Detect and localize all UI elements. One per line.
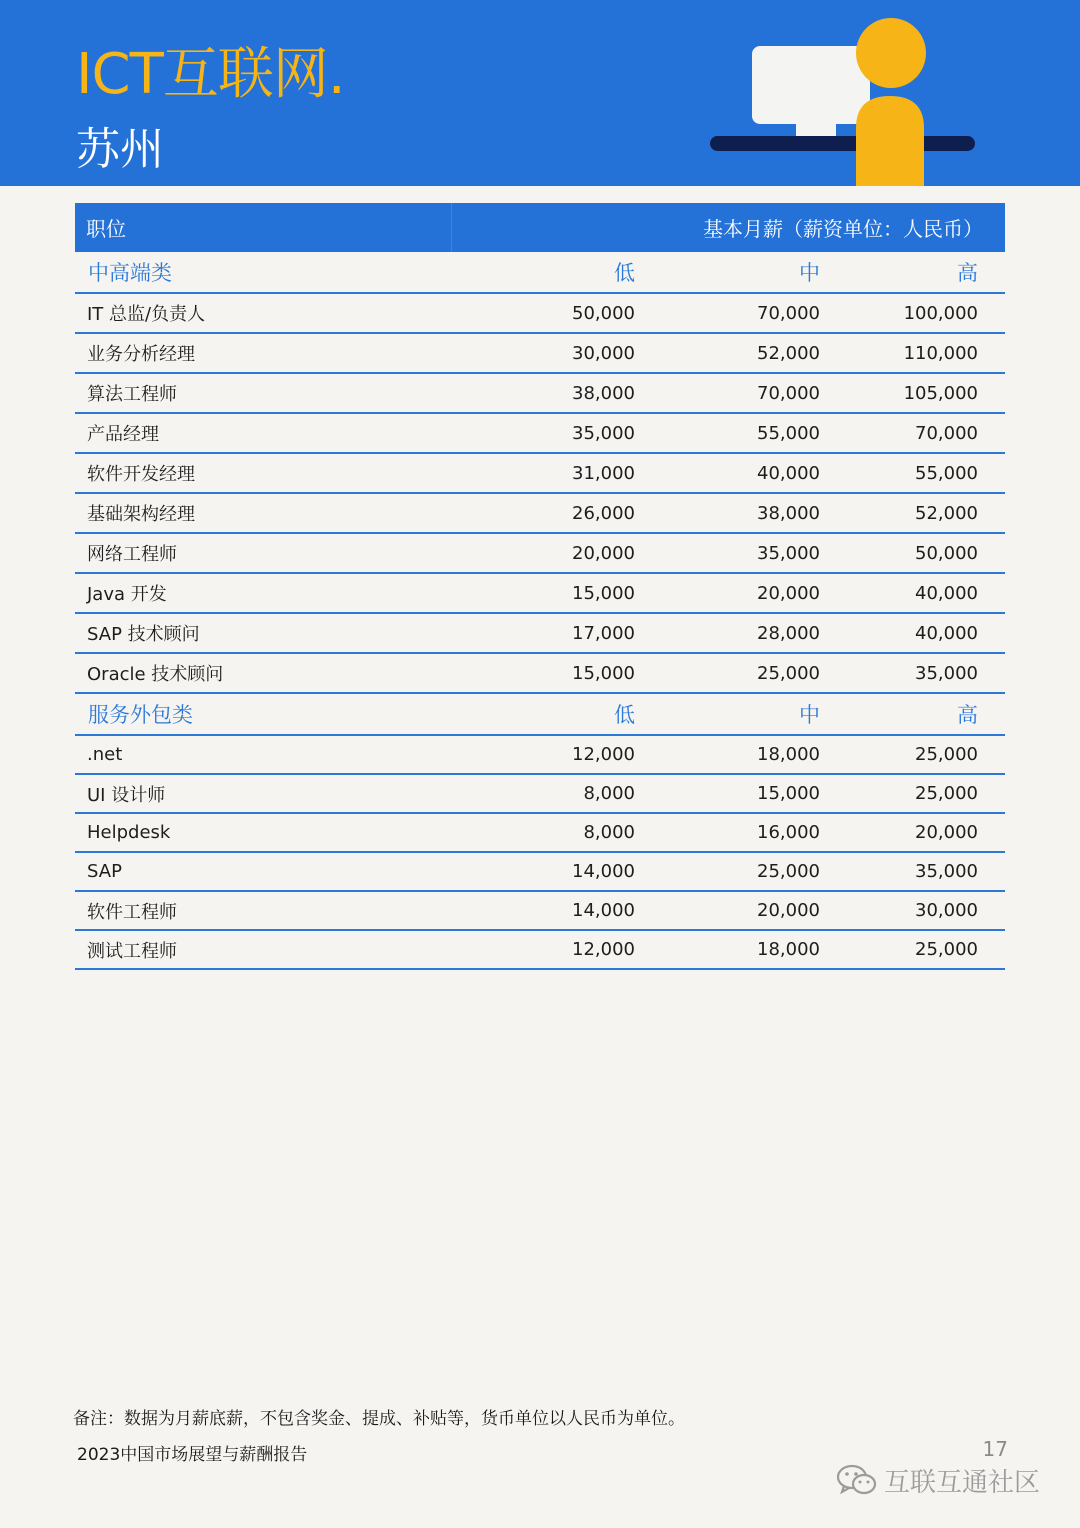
section-high-end [75,252,1005,693]
section-name: 服务外包类 [75,693,451,735]
salary-high-cell: 70,000 [820,413,1005,453]
salary-high-cell: 25,000 [820,735,1005,774]
salary-low-cell: 15,000 [451,573,635,613]
salary-mid-cell: 15,000 [635,774,820,813]
salary-low-cell: 14,000 [451,891,635,930]
position-cell: UI 设计师 [75,774,451,813]
salary-high-cell: 55,000 [820,453,1005,493]
salary-mid-cell: 28,000 [635,613,820,653]
salary-low-cell: 50,000 [451,293,635,333]
table-row [75,774,1005,813]
table-row [75,493,1005,533]
salary-mid-cell: 18,000 [635,735,820,774]
position-cell: SAP 技术顾问 [75,613,451,653]
section-header-row [75,693,1005,735]
salary-mid-cell: 70,000 [635,293,820,333]
table-row [75,813,1005,852]
level-label: 中 [635,693,820,735]
footnote: 备注：数据为月薪底薪，不包含奖金、提成、补贴等，货币单位以人民币为单位。 [73,1409,685,1429]
salary-mid-cell: 25,000 [635,653,820,693]
position-cell: Helpdesk [75,813,451,852]
salary-low-cell: 20,000 [451,533,635,573]
salary-low-cell: 8,000 [451,774,635,813]
salary-high-cell: 105,000 [820,373,1005,413]
salary-low-cell: 15,000 [451,653,635,693]
table-row [75,453,1005,493]
salary-mid-cell: 55,000 [635,413,820,453]
salary-mid-cell: 20,000 [635,891,820,930]
salary-high-cell: 35,000 [820,653,1005,693]
salary-low-cell: 12,000 [451,930,635,969]
level-label: 低 [451,252,635,293]
position-cell: 算法工程师 [75,373,451,413]
salary-low-cell: 38,000 [451,373,635,413]
position-cell: Oracle 技术顾问 [75,653,451,693]
page-number: 17 [982,1437,1008,1461]
table-row [75,653,1005,693]
salary-mid-cell: 38,000 [635,493,820,533]
position-cell: 软件工程师 [75,891,451,930]
salary-low-cell: 12,000 [451,735,635,774]
salary-high-cell: 50,000 [820,533,1005,573]
salary-low-cell: 31,000 [451,453,635,493]
position-cell: 测试工程师 [75,930,451,969]
section-outsourcing [75,693,1005,969]
salary-high-cell: 30,000 [820,891,1005,930]
position-cell: 基础架构经理 [75,493,451,533]
level-label: 高 [820,693,1005,735]
salary-low-cell: 14,000 [451,852,635,891]
table-row [75,891,1005,930]
salary-high-cell: 40,000 [820,613,1005,653]
salary-high-cell: 40,000 [820,573,1005,613]
table-row [75,852,1005,891]
page-title: ICT互联网. [76,42,345,107]
salary-mid-cell: 35,000 [635,533,820,573]
salary-mid-cell: 25,000 [635,852,820,891]
salary-low-cell: 35,000 [451,413,635,453]
report-name: 2023中国市场展望与薪酬报告 [77,1445,308,1465]
table-row [75,333,1005,373]
salary-high-cell: 20,000 [820,813,1005,852]
city-title: 苏州 [76,124,164,175]
salary-mid-cell: 20,000 [635,573,820,613]
section-name: 中高端类 [75,252,451,293]
table-row [75,613,1005,653]
position-cell: 业务分析经理 [75,333,451,373]
salary-low-cell: 17,000 [451,613,635,653]
watermark-text: 互联互通社区 [884,1467,1041,1498]
salary-high-cell: 25,000 [820,774,1005,813]
table-row [75,413,1005,453]
header-salary: 基本月薪（薪资单位：人民币） [451,203,1005,252]
salary-high-cell: 35,000 [820,852,1005,891]
position-cell: SAP [75,852,451,891]
salary-table [75,203,1005,970]
table-row [75,293,1005,333]
salary-low-cell: 8,000 [451,813,635,852]
wechat-icon [836,1463,878,1497]
position-cell: 网络工程师 [75,533,451,573]
section-header-row [75,252,1005,293]
salary-high-cell: 52,000 [820,493,1005,533]
salary-mid-cell: 52,000 [635,333,820,373]
salary-high-cell: 25,000 [820,930,1005,969]
header-banner [0,0,1080,186]
salary-low-cell: 30,000 [451,333,635,373]
table-row [75,573,1005,613]
salary-high-cell: 110,000 [820,333,1005,373]
header-position: 职位 [75,203,451,252]
watermark [836,1462,1040,1498]
level-label: 中 [635,252,820,293]
person-at-computer-icon [700,0,990,186]
salary-high-cell: 100,000 [820,293,1005,333]
salary-mid-cell: 16,000 [635,813,820,852]
position-cell: IT 总监/负责人 [75,293,451,333]
position-cell: Java 开发 [75,573,451,613]
table-row [75,373,1005,413]
salary-mid-cell: 40,000 [635,453,820,493]
table-header [75,203,1005,252]
salary-low-cell: 26,000 [451,493,635,533]
table-row [75,735,1005,774]
salary-mid-cell: 70,000 [635,373,820,413]
table-row [75,930,1005,969]
position-cell: 产品经理 [75,413,451,453]
level-label: 高 [820,252,1005,293]
salary-mid-cell: 18,000 [635,930,820,969]
position-cell: .net [75,735,451,774]
position-cell: 软件开发经理 [75,453,451,493]
level-label: 低 [451,693,635,735]
table-row [75,533,1005,573]
